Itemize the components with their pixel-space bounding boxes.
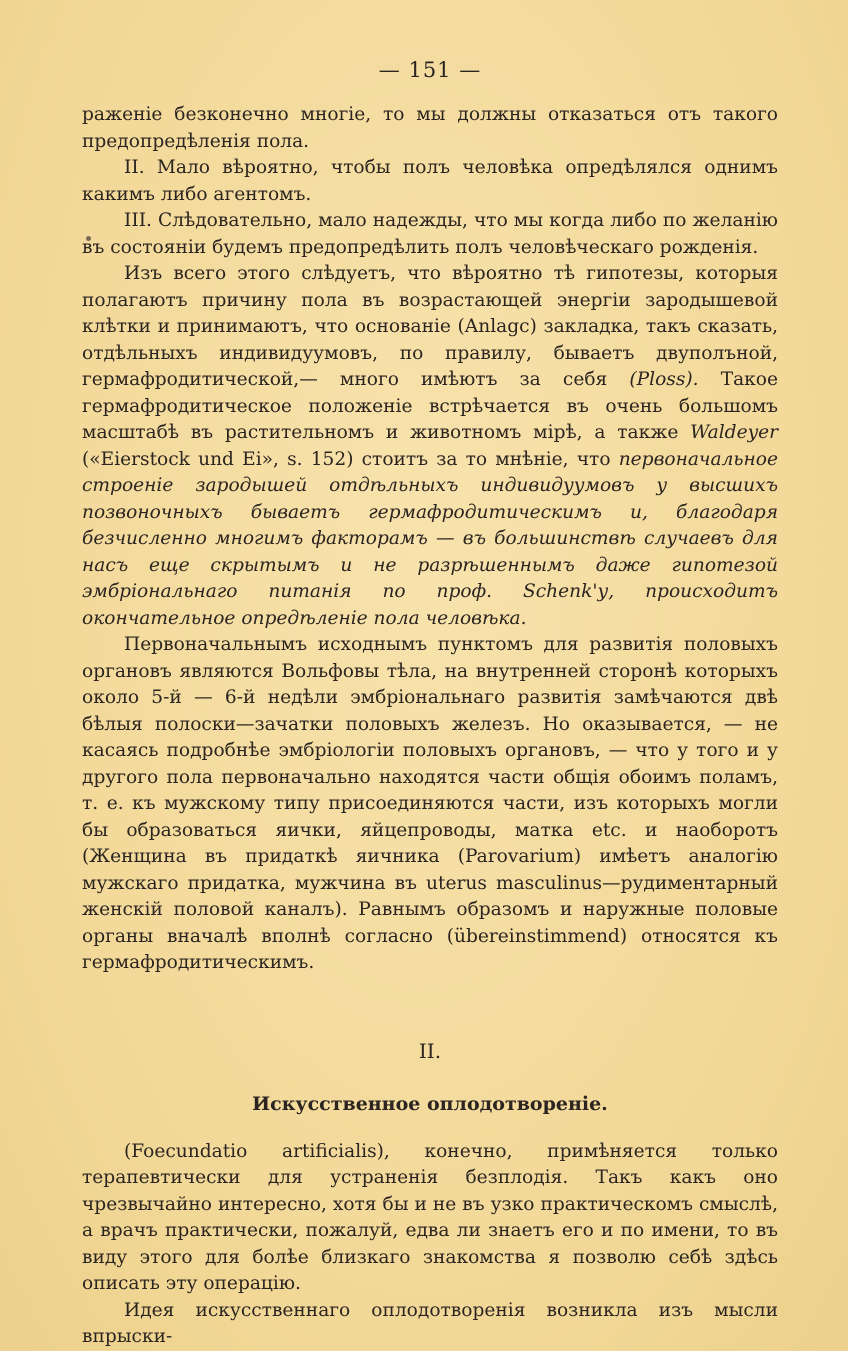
citation-ploss: (Ploss). (629, 369, 699, 390)
paragraph-development: Первоначальнымъ исходнымъ пунктомъ для развитія половыхъ органовъ являются Вольфовы тѣла, на внутренней сторонѣ которыхъ около 5-й — 6-й недѣли эмбріональнаго развитія замѣчаются двѣ бѣлыя полоски—зачатки половыхъ железъ. Но оказывается, — не касаясь подробнѣе эмбріологіи половыхъ органовъ, — что у того и у другого пола первоначально находятся части общія обоимъ поламъ, т. е. къ мужскому типу присоединяются части, изъ которыхъ могли бы образоваться яички, яйцепроводы, матка etc. и наоборотъ (Женщина въ придаткѣ яичника (Parovarium) имѣетъ аналогію мужскаго придатка, мужчина въ uterus masculinus—рудиментарный женскій половой каналъ). Равнымъ образомъ и наружные половые органы вначалѣ вполнѣ согласно (übereinstimmend) относятся къ гермафродитическимъ. (82, 634, 778, 973)
page-number: — 151 — (378, 58, 482, 82)
page (82, 58, 778, 1351)
paragraph-1: раженіе безконечно многіе, то мы должны отказаться отъ такого предопредѣленія пола. (82, 104, 778, 152)
text-run: Изъ всего этого слѣдуетъ, что вѣроятно тѣ гипотезы, которыя полагаютъ причину пола въ возрастающей энергіи зародышевой клѣтки и принимаютъ, что основаніе (Anlagc) закладка, такъ сказать, отдѣльныхъ индивидуумовъ, по правилу, бываетъ двуполъной, гермафродитической,— много имѣютъ за себя (82, 263, 778, 390)
paragraph-conclusion-3: III. Слѣдовательно, мало надежды, что мы когда либо по желанію въ состояніи будемъ предопредѣлить полъ человѣческаго рожденія. (82, 210, 778, 258)
paragraph-idea: Идея искусственнаго оплодотворенія возникла изъ мысли впрыски- (82, 1299, 778, 1347)
section-heading: Искусственное оплодотвореніе. (252, 1092, 608, 1115)
text-run: Такое гермафродитическое положеніе встрѣчается въ очень большомъ масштабѣ въ растительномъ и животномъ мірѣ, а также (82, 369, 778, 443)
text-run: («Eierstock und Ei», s. 152) стоитъ за то мнѣніе, что (82, 448, 611, 470)
section-number: II. (418, 1038, 442, 1063)
citation-waldeyer: Waldeyer (690, 422, 778, 443)
paragraph-conclusion-2: II. Мало вѣроятно, чтобы полъ человѣка опредѣлялся однимъ какимъ либо агентомъ. (82, 157, 778, 205)
italic-quote: первоначальное строеніе зародышей отдѣльныхъ индивидуумовъ у высшихъ позвоночныхъ бываетъ гермафродитическимъ и, благодаря безчисленно многимъ факторамъ — въ большинствѣ случаевъ для насъ еще скрытымъ и не разрѣшеннымъ даже гипотезой эмбріональнаго питанія по проф. Schenk'у, происходитъ окончательное опредѣленіе пола человѣка. (82, 448, 778, 629)
paragraph-foecundatio: (Foecundatio artificialis), конечно, примѣняется только терапевтически для устраненія безплодія. Такъ какъ оно чрезвычайно интересно, хотя бы и не въ узко практическомъ смыслѣ, а врачъ практически, пожалуй, едва ли знаетъ его и по имени, то въ виду этого для болѣе близкаго знакомства я позволю себѣ здѣсь описать эту операцію. (82, 1140, 778, 1294)
paragraph-hypotheses (82, 261, 778, 632)
